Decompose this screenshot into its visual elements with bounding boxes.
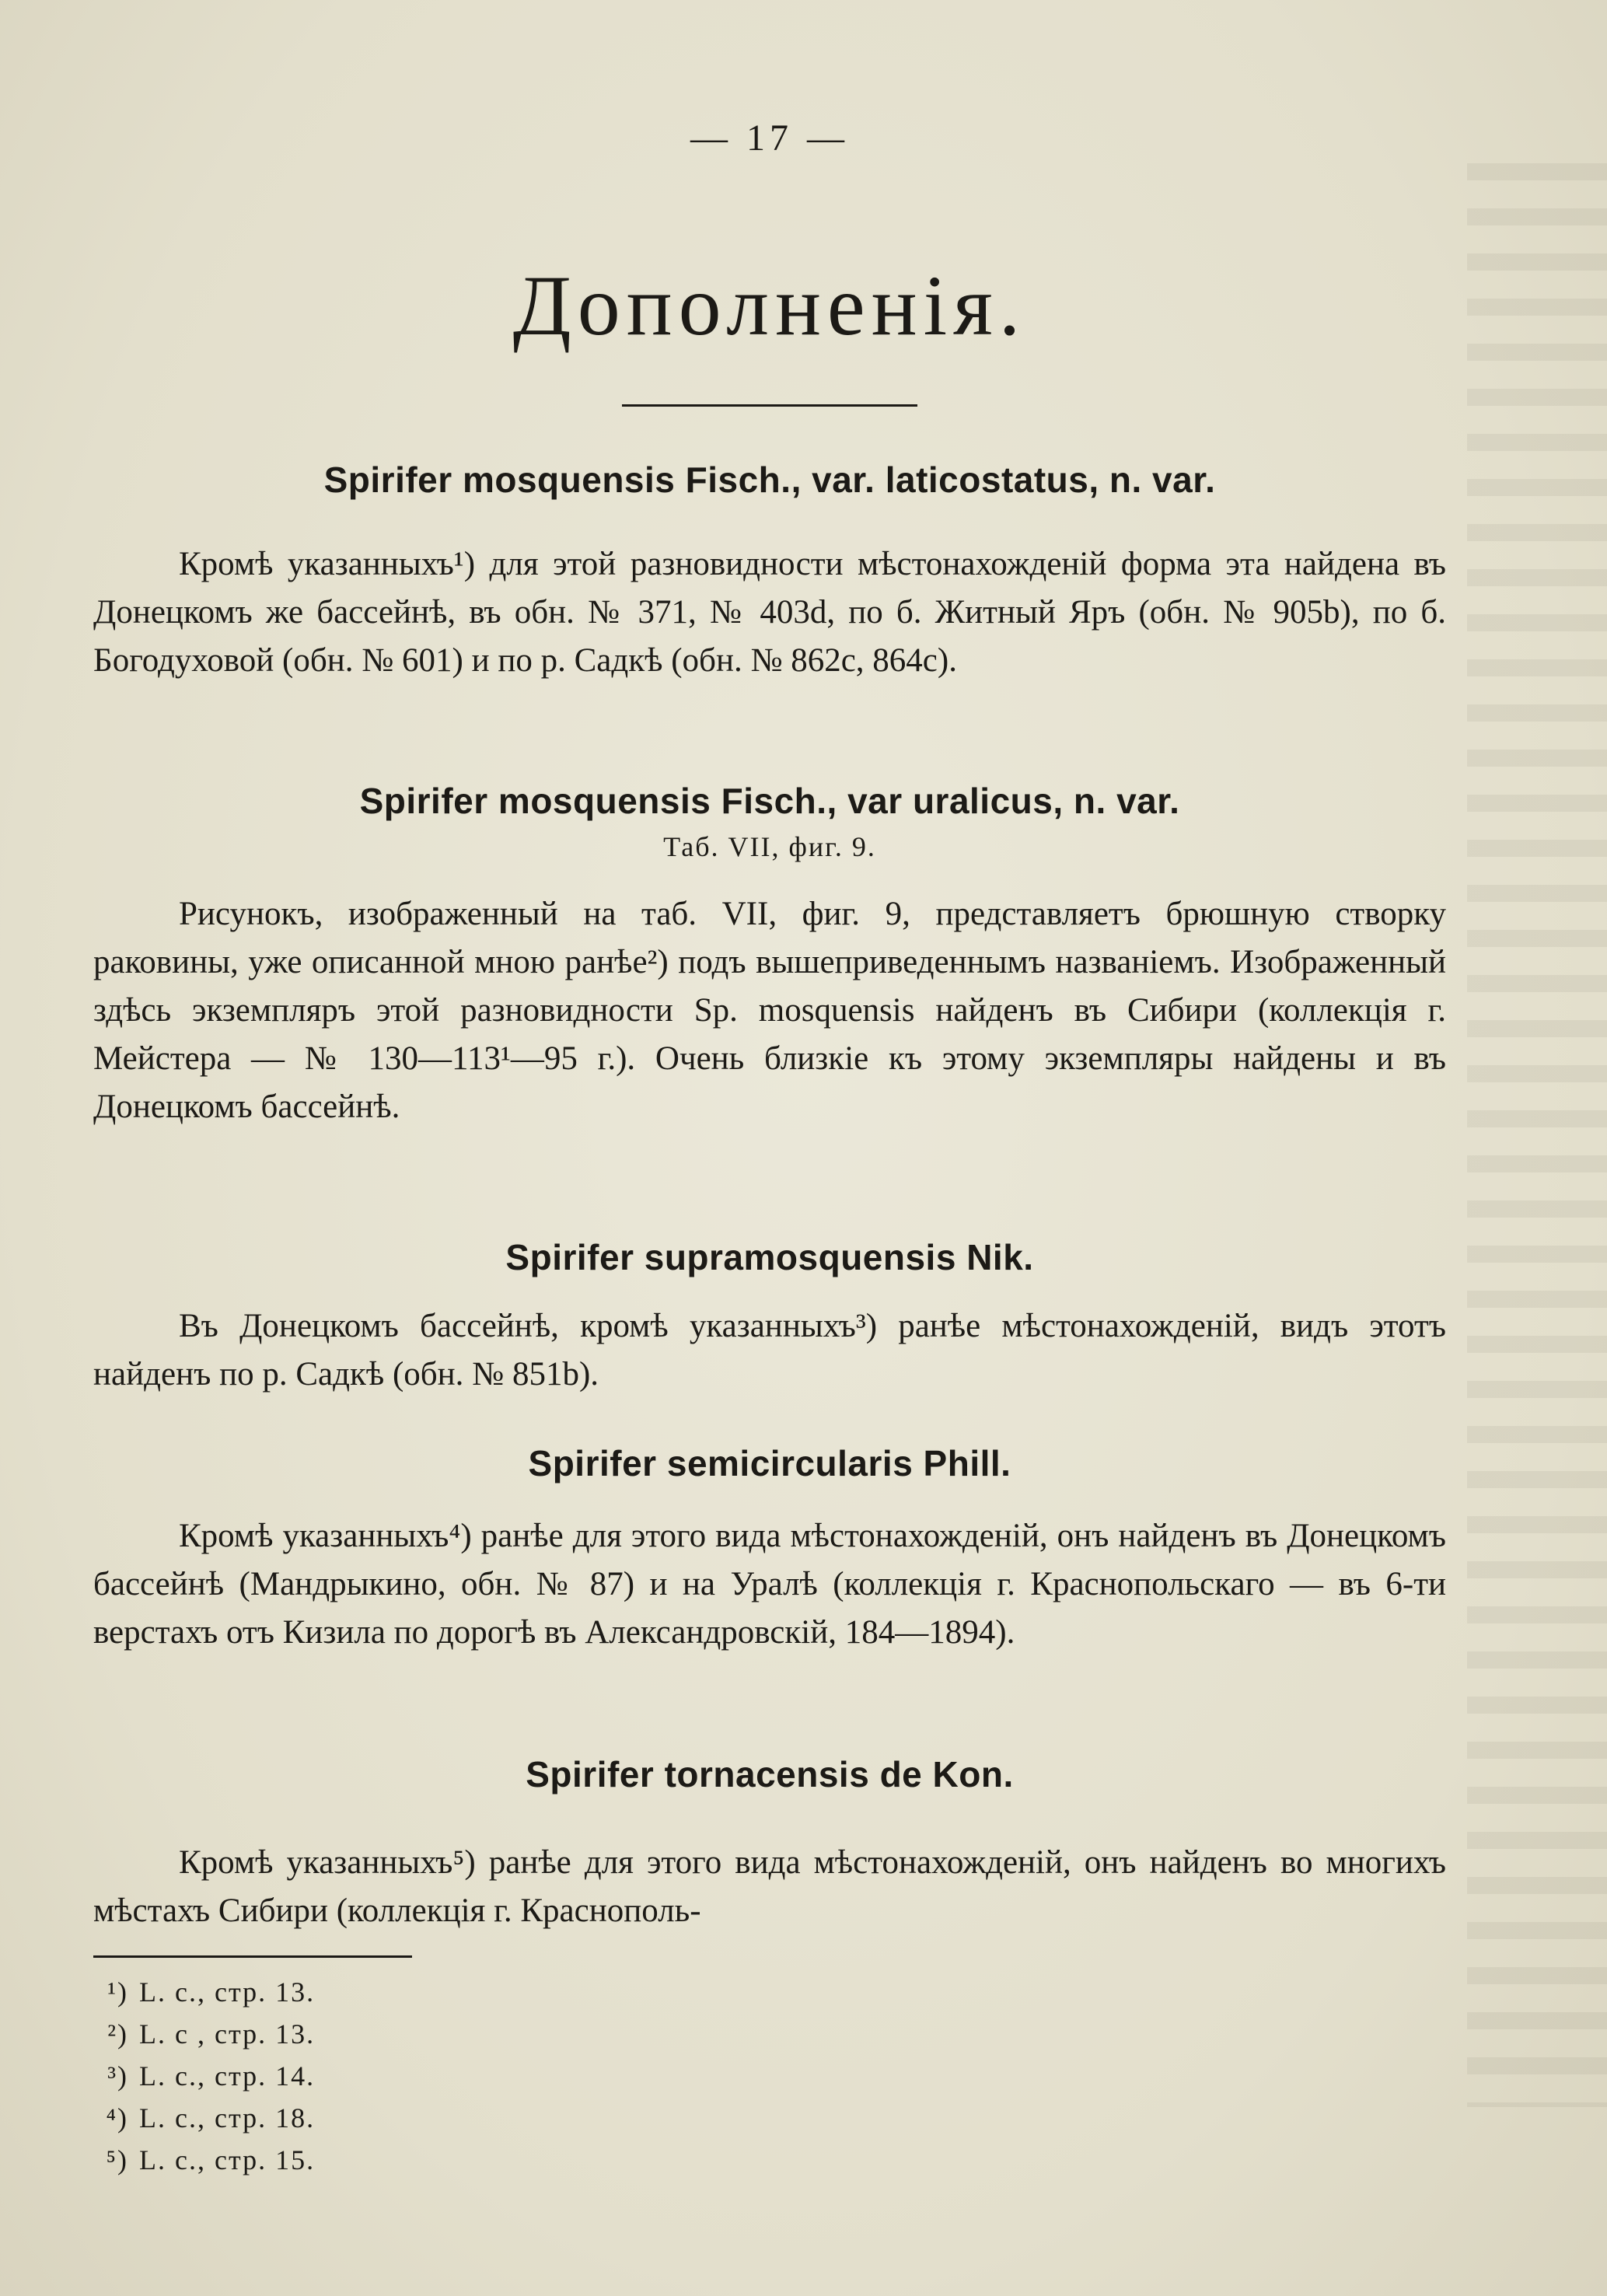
footnote-mark: ⁴)	[106, 2102, 128, 2133]
footnote-text: L. c., стр. 13.	[139, 1976, 316, 2008]
footnote-text: L. c , стр. 13.	[139, 2018, 316, 2050]
footnote	[105, 1971, 571, 2013]
plate-reference: Таб. VII, фиг. 9.	[663, 831, 876, 862]
species-paragraph: Кромѣ указанныхъ⁴) ранѣе для этого вида мѣстонахожденій, онъ найденъ въ Донецкомъ бассейнѣ (Мандрыкино, обн. № 87) и на Уралѣ (коллекція г. Краснопольскаго — въ 6-ти верстахъ отъ Кизила по дорогѣ въ Александровскій, 184—1894).	[93, 1518, 1446, 1651]
species-heading: Spirifer mosquensis Fisch., var uralicus, n. var.	[359, 781, 1180, 821]
footnote	[105, 2013, 571, 2055]
footnote-rule	[93, 1955, 412, 1958]
footnote-mark: ¹)	[107, 1976, 128, 2008]
species-paragraph: Кромѣ указанныхъ¹) для этой разновидности мѣстонахожденій форма эта найдена въ Донецкомъ же бассейнѣ, въ обн. № 371, № 403d, по б. Житный Яръ (обн. № 905b), по б. Богодуховой (обн. № 601) и по р. Садкѣ (обн. № 862c, 864c).	[93, 546, 1446, 679]
bleed-through-shadow	[1467, 163, 1607, 2107]
species-heading: Spirifer supramosquensis Nik.	[505, 1237, 1034, 1277]
footnote-mark: ³)	[107, 2060, 128, 2092]
footnote-mark: ⁵)	[106, 2144, 128, 2175]
footnote	[105, 2097, 571, 2139]
footnote	[105, 2139, 571, 2181]
page-number: — 17 —	[690, 117, 849, 159]
species-paragraph: Рисунокъ, изображенный на таб. VII, фиг. 9, представляетъ брюшную створку раковины, уже описанной мною ранѣе²) подъ вышеприведеннымъ названіемъ. Изображенный здѣсь экземпляръ этой разновидности Sp. mosquensis найденъ въ Сибири (коллекція г. Мейстера — № 130—113¹—95 г.). Очень близкіе къ этому экземпляры найдены и въ Донецкомъ бассейнѣ.	[93, 896, 1446, 1125]
species-heading: Spirifer mosquensis Fisch., var. laticostatus, n. var.	[323, 460, 1216, 500]
species-paragraph: Въ Донецкомъ бассейнѣ, кромѣ указанныхъ³) ранѣе мѣстонахожденій, видъ этотъ найденъ по р. Садкѣ (обн. № 851b).	[93, 1308, 1446, 1393]
page-title: Дополненія.	[512, 258, 1027, 353]
footnote	[105, 2055, 571, 2097]
species-paragraph: Кромѣ указанныхъ⁵) ранѣе для этого вида мѣстонахожденій, онъ найденъ во многихъ мѣстахъ Сибири (коллекція г. Краснополь-	[93, 1844, 1446, 1929]
species-heading: Spirifer semicircularis Phill.	[528, 1443, 1011, 1483]
species-heading: Spirifer tornacensis de Kon.	[526, 1754, 1014, 1795]
footnotes	[105, 1971, 571, 2181]
footnote-mark: ²)	[107, 2018, 128, 2050]
footnote-text: L. c., стр. 18.	[139, 2102, 316, 2133]
footnote-text: L. c., стр. 15.	[139, 2144, 316, 2175]
footnote-text: L. c., стр. 14.	[139, 2060, 316, 2092]
title-rule	[622, 404, 917, 407]
